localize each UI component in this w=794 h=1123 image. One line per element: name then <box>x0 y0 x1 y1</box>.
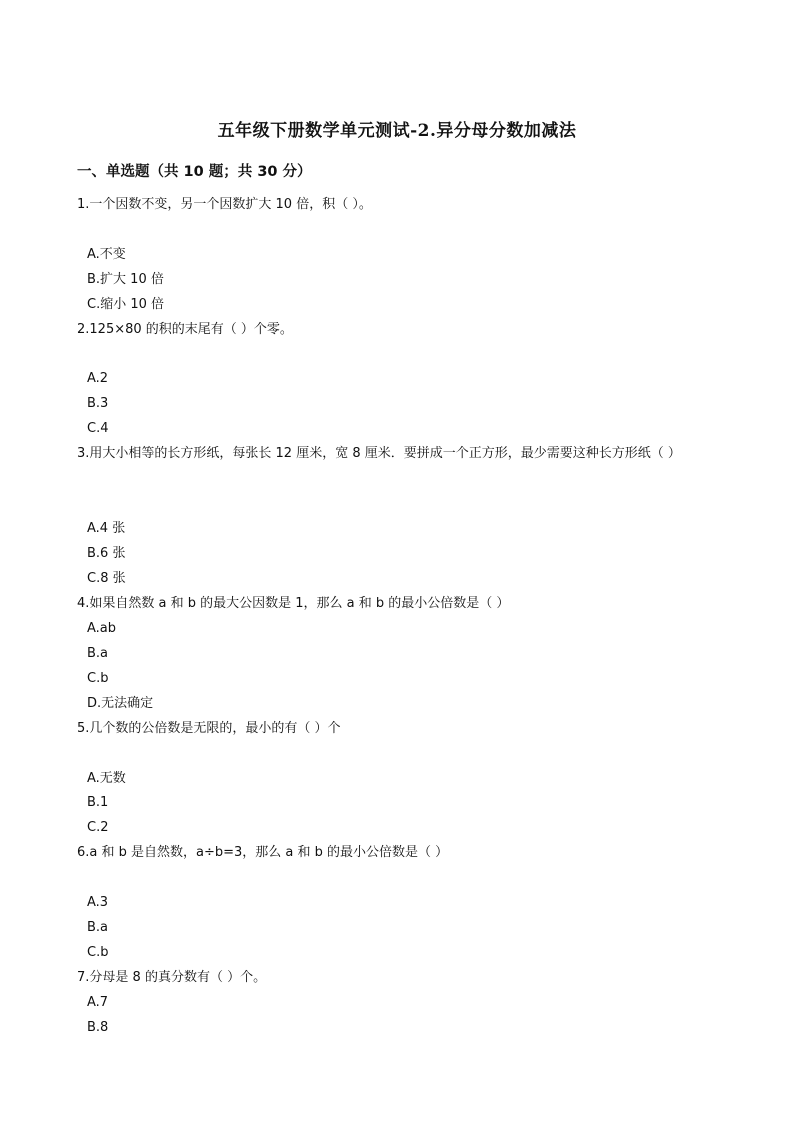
question-5-stem: 5.几个数的公倍数是无限的，最小的有（ ）个 <box>77 721 341 736</box>
question-2-option-b: B.3 <box>87 396 109 411</box>
question-1-option-a: A.不变 <box>87 247 126 262</box>
question-7-stem: 7.分母是 8 的真分数有（ ）个。 <box>77 970 267 985</box>
question-4-option-c: C.b <box>87 671 109 686</box>
question-3-option-a: A.4 张 <box>87 521 126 536</box>
question-3-option-b: B.6 张 <box>87 546 126 561</box>
page-title: 五年级下册数学单元测试-2.异分母分数加减法 <box>217 121 577 141</box>
question-2-stem: 2.125×80 的积的末尾有（ ）个零。 <box>77 322 293 337</box>
question-3-stem: 3.用大小相等的长方形纸，每张长 12 厘米，宽 8 厘米．要拼成一个正方形，最少需要这种长方形纸（ ） <box>77 446 681 461</box>
section-heading: 一、单选题（共 10 题；共 30 分） <box>77 164 312 180</box>
question-2-option-c: C.4 <box>87 421 109 436</box>
question-4-option-a: A.ab <box>87 621 117 636</box>
question-6-option-c: C.b <box>87 945 109 960</box>
question-5-option-b: B.1 <box>87 795 109 810</box>
question-1-option-c: C.缩小 10 倍 <box>87 297 165 312</box>
question-3-option-c: C.8 张 <box>87 571 126 586</box>
question-4-option-b: B.a <box>87 646 109 661</box>
question-1-stem: 1.一个因数不变，另一个因数扩大 10 倍，积（ ）。 <box>77 197 372 212</box>
question-5-option-c: C.2 <box>87 820 109 835</box>
question-5-option-a: A.无数 <box>87 771 126 786</box>
question-6-option-a: A.3 <box>87 895 109 910</box>
question-1-option-b: B.扩大 10 倍 <box>87 272 164 287</box>
question-6-stem: 6.a 和 b 是自然数，a÷b=3，那么 a 和 b 的最小公倍数是（ ） <box>77 845 449 860</box>
question-7-option-a: A.7 <box>87 995 109 1010</box>
question-6-option-b: B.a <box>87 920 109 935</box>
question-4-stem: 4.如果自然数 a 和 b 的最大公因数是 1，那么 a 和 b 的最小公倍数是（ ） <box>77 596 510 611</box>
question-2-option-a: A.2 <box>87 371 109 386</box>
question-7-option-b: B.8 <box>87 1020 109 1035</box>
question-4-option-d: D.无法确定 <box>87 696 154 711</box>
